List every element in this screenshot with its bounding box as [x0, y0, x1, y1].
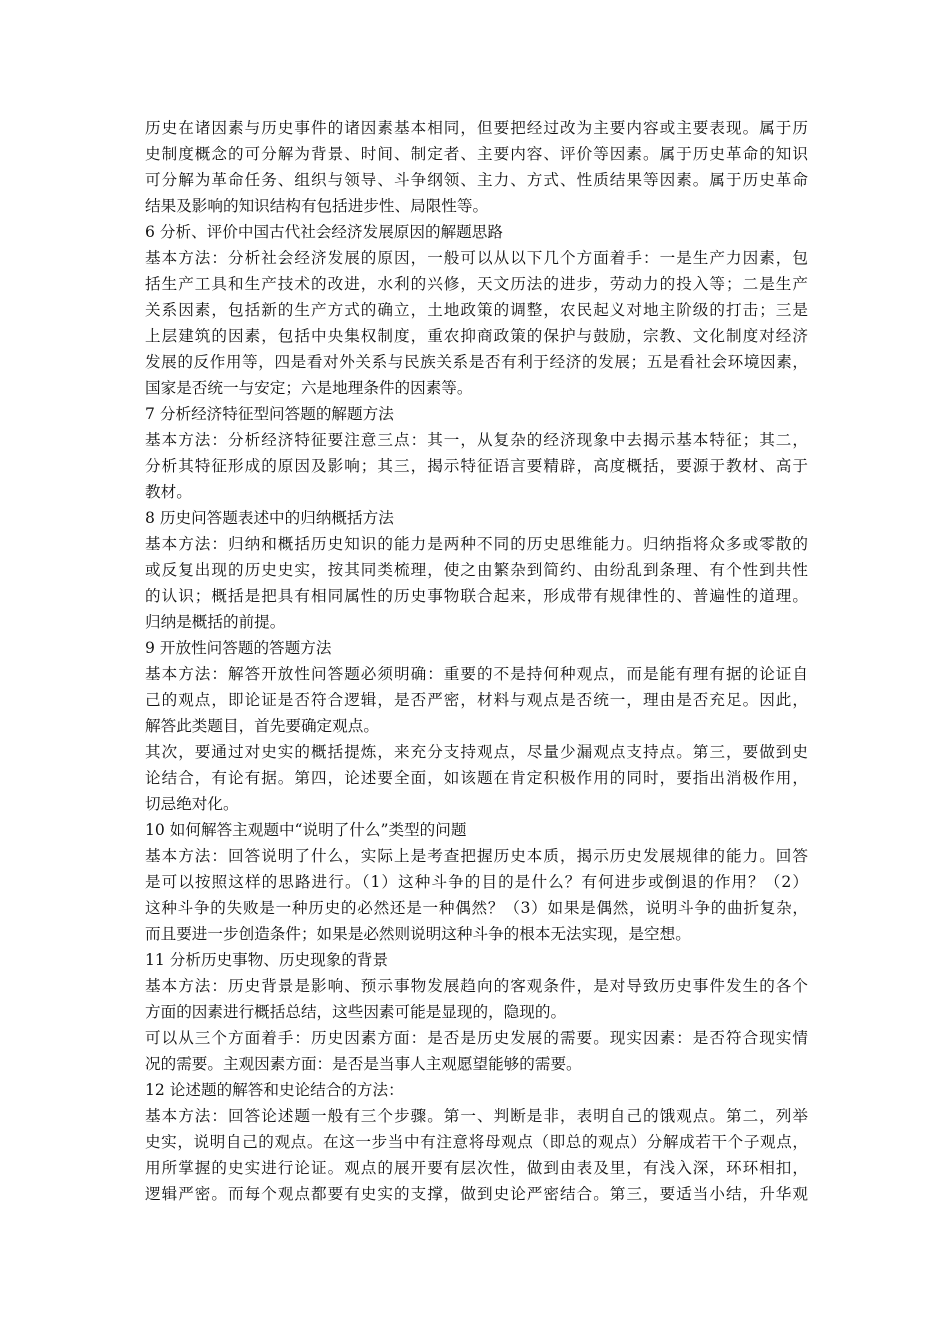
text-line: 发展的反作用等，四是看对外关系与民族关系是否有利于经济的发展；五是看社会环境因素， [145, 353, 808, 371]
paragraph [145, 973, 808, 1025]
text-line: 况的需要。主观因素方面：是否是当事人主观愿望能够的需要。 [145, 1055, 582, 1073]
text-line: 史实，说明自己的观点。在这一步当中有注意将母观点（即总的观点）分解成若干个子观点， [145, 1133, 808, 1151]
text-line: 可分解为革命任务、组织与领导、斗争纲领、主力、方式、性质结果等因素。属于历史革命 [145, 171, 808, 189]
text-line: 基本方法：解答开放性问答题必须明确：重要的不是持何种观点，而是能有理有据的论证自 [145, 665, 808, 683]
section-heading: 10 如何解答主观题中“说明了什么”类型的问题 [145, 821, 467, 839]
section-heading: 6 分析、评价中国古代社会经济发展原因的解题思路 [145, 223, 503, 241]
text-line: 己的观点，即论证是否符合逻辑，是否严密，材料与观点是否统一，理由是否充足。因此， [145, 691, 808, 709]
text-line: 解答此类题目，首先要确定观点。 [145, 717, 379, 735]
text-line: 基本方法：历史背景是影响、预示事物发展趋向的客观条件，是对导致历史事件发生的各个 [145, 977, 808, 995]
text-line: 基本方法：归纳和概括历史知识的能力是两种不同的历史思维能力。归纳指将众多或零散的 [145, 535, 808, 553]
paragraph [145, 115, 808, 219]
text-line: 结果及影响的知识结构有包括进步性、局限性等。 [145, 197, 489, 215]
text-line: 方面的因素进行概括总结，这些因素可能是显现的，隐现的。 [145, 1003, 567, 1021]
text-line: 教材。 [145, 483, 192, 501]
text-line: 用所掌握的史实进行论证。观点的展开要有层次性，做到由表及里，有浅入深，环环相扣， [145, 1159, 808, 1177]
paragraph [145, 739, 808, 817]
text-line: 国家是否统一与安定；六是地理条件的因素等。 [145, 379, 473, 397]
text-line: 关系因素，包括新的生产方式的确立，土地政策的调整，农民起义对地主阶级的打击；三是 [145, 301, 808, 319]
text-line: 可以从三个方面着手：历史因素方面：是否是历史发展的需要。现实因素：是否符合现实情 [145, 1029, 808, 1047]
text-line: 历史在诸因素与历史事件的诸因素基本相同，但要把经过改为主要内容或主要表现。属于历 [145, 119, 808, 137]
text-line: 史制度概念的可分解为背景、时间、制定者、主要内容、评价等因素。属于历史革命的知识 [145, 145, 808, 163]
text-line: 基本方法：分析社会经济发展的原因，一般可以从以下几个方面着手：一是生产力因素，包 [145, 249, 808, 267]
text-line: 论结合，有论有据。第四，论述要全面，如该题在肯定积极作用的同时，要指出消极作用， [145, 769, 808, 787]
text-line: 基本方法：分析经济特征要注意三点：其一，从复杂的经济现象中去揭示基本特征；其二， [145, 431, 808, 449]
section-heading: 7 分析经济特征型问答题的解题方法 [145, 405, 394, 423]
text-line: 归纳是概括的前提。 [145, 613, 286, 631]
section-heading: 8 历史问答题表述中的归纳概括方法 [145, 509, 394, 527]
text-line: 切忌绝对化。 [145, 795, 239, 813]
text-line: 逻辑严密。而每个观点都要有史实的支撑，做到史论严密结合。第三，要适当小结，升华观 [145, 1185, 808, 1203]
text-line: 基本方法：回答论述题一般有三个步骤。第一、判断是非，表明自己的饿观点。第二，列举 [145, 1107, 808, 1125]
text-line: 其次，要通过对史实的概括提炼，来充分支持观点，尽量少漏观点支持点。第三，要做到史 [145, 743, 808, 761]
section-heading: 11 分析历史事物、历史现象的背景 [145, 951, 389, 969]
paragraph [145, 427, 808, 505]
text-line: 分析其特征形成的原因及影响；其三，揭示特征语言要精辟，高度概括，要源于教材、高于 [145, 457, 808, 475]
section-heading: 12 论述题的解答和史论结合的方法： [145, 1081, 404, 1099]
text-line: 基本方法：回答说明了什么，实际上是考查把握历史本质，揭示历史发展规律的能力。回答 [145, 847, 808, 865]
paragraph [145, 661, 808, 739]
paragraph [145, 1103, 808, 1207]
paragraph [145, 1025, 808, 1077]
paragraph [145, 843, 808, 947]
text-line: 括生产工具和生产技术的改进，水利的兴修，天文历法的进步，劳动力的投入等；二是生产 [145, 275, 808, 293]
section-heading: 9 开放性问答题的答题方法 [145, 639, 332, 657]
document-body [145, 115, 808, 1207]
text-line: 而且要进一步创造条件；如果是必然则说明这种斗争的根本无法实现，是空想。 [145, 925, 691, 943]
text-line: 上层建筑的因素，包括中央集权制度，重农抑商政策的保护与鼓励，宗教、文化制度对经济 [145, 327, 808, 345]
paragraph [145, 531, 808, 635]
text-line: 的认识；概括是把具有相同属性的历史事物联合起来，形成带有规律性的、普遍性的道理。 [145, 587, 808, 605]
text-line: 这种斗争的失败是一种历史的必然还是一种偶然？（3）如果是偶然，说明斗争的曲折复杂， [145, 899, 808, 917]
paragraph [145, 245, 808, 401]
text-line: 是可以按照这样的思路进行。（1）这种斗争的目的是什么？有何进步或倒退的作用？（2） [145, 873, 808, 891]
text-line: 或反复出现的历史史实，按其同类梳理，使之由繁杂到简约、由纷乱到条理、有个性到共性 [145, 561, 808, 579]
